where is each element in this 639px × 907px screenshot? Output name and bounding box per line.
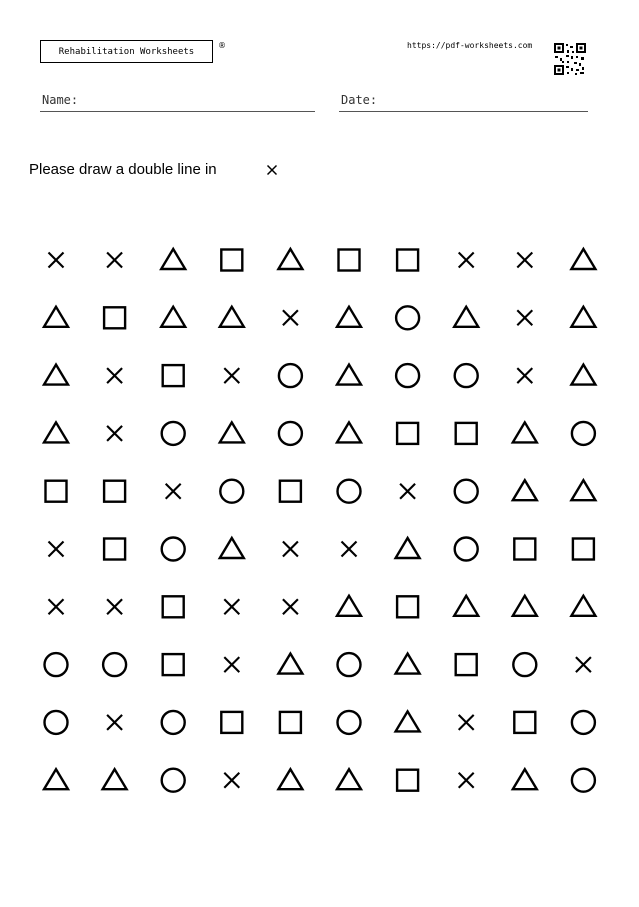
circle-symbol[interactable] <box>162 422 185 445</box>
triangle-symbol[interactable] <box>513 596 537 616</box>
cross-symbol[interactable] <box>49 599 64 614</box>
square-symbol[interactable] <box>397 250 418 271</box>
date-label: Date: <box>341 93 378 107</box>
triangle-symbol[interactable] <box>571 480 595 500</box>
circle-symbol[interactable] <box>220 480 243 503</box>
cross-symbol[interactable] <box>224 599 239 614</box>
square-symbol[interactable] <box>163 365 184 386</box>
triangle-symbol[interactable] <box>513 769 537 789</box>
circle-symbol[interactable] <box>338 653 361 676</box>
square-symbol[interactable] <box>573 539 594 560</box>
circle-symbol[interactable] <box>279 422 302 445</box>
triangle-symbol[interactable] <box>454 307 478 327</box>
triangle-symbol[interactable] <box>571 249 595 269</box>
triangle-symbol[interactable] <box>513 480 537 500</box>
square-symbol[interactable] <box>221 712 242 733</box>
circle-symbol[interactable] <box>162 538 185 561</box>
cross-symbol[interactable] <box>459 715 474 730</box>
worksheet-title: Rehabilitation Worksheets <box>40 40 213 63</box>
circle-symbol[interactable] <box>279 364 302 387</box>
triangle-symbol[interactable] <box>103 769 127 789</box>
triangle-symbol[interactable] <box>396 711 420 731</box>
square-symbol[interactable] <box>280 481 301 502</box>
square-symbol[interactable] <box>221 250 242 271</box>
cross-symbol[interactable] <box>107 253 122 268</box>
square-symbol[interactable] <box>514 712 535 733</box>
cross-symbol[interactable] <box>224 657 239 672</box>
square-symbol[interactable] <box>456 423 477 444</box>
cross-symbol[interactable] <box>576 657 591 672</box>
triangle-symbol[interactable] <box>396 654 420 674</box>
cross-symbol[interactable] <box>107 715 122 730</box>
triangle-symbol[interactable] <box>454 596 478 616</box>
circle-symbol[interactable] <box>338 480 361 503</box>
square-symbol[interactable] <box>104 539 125 560</box>
triangle-symbol[interactable] <box>220 422 244 442</box>
square-symbol[interactable] <box>163 654 184 675</box>
circle-symbol[interactable] <box>513 653 536 676</box>
cross-symbol[interactable] <box>107 368 122 383</box>
triangle-symbol[interactable] <box>337 365 361 385</box>
triangle-symbol[interactable] <box>571 307 595 327</box>
cross-symbol[interactable] <box>283 310 298 325</box>
triangle-symbol[interactable] <box>44 365 68 385</box>
square-symbol[interactable] <box>397 770 418 791</box>
cross-symbol[interactable] <box>400 484 415 499</box>
circle-symbol[interactable] <box>455 480 478 503</box>
cross-symbol[interactable] <box>49 253 64 268</box>
cross-symbol[interactable] <box>342 542 357 557</box>
square-symbol[interactable] <box>397 423 418 444</box>
cross-symbol[interactable] <box>517 368 532 383</box>
triangle-symbol[interactable] <box>44 769 68 789</box>
circle-symbol[interactable] <box>396 364 419 387</box>
triangle-symbol[interactable] <box>396 538 420 558</box>
cross-symbol[interactable] <box>224 368 239 383</box>
triangle-symbol[interactable] <box>571 596 595 616</box>
square-symbol[interactable] <box>104 307 125 328</box>
triangle-symbol[interactable] <box>161 249 185 269</box>
circle-symbol[interactable] <box>396 306 419 329</box>
site-url[interactable]: https://pdf-worksheets.com <box>407 41 533 50</box>
circle-symbol[interactable] <box>45 711 68 734</box>
triangle-symbol[interactable] <box>220 538 244 558</box>
triangle-symbol[interactable] <box>44 307 68 327</box>
cross-symbol[interactable] <box>166 484 181 499</box>
cross-symbol[interactable] <box>224 773 239 788</box>
square-symbol[interactable] <box>280 712 301 733</box>
registered-mark: ® <box>218 41 226 50</box>
circle-symbol[interactable] <box>455 538 478 561</box>
square-symbol[interactable] <box>104 481 125 502</box>
cross-symbol[interactable] <box>459 773 474 788</box>
triangle-symbol[interactable] <box>337 596 361 616</box>
cross-symbol[interactable] <box>517 310 532 325</box>
circle-symbol[interactable] <box>572 422 595 445</box>
triangle-symbol[interactable] <box>278 654 302 674</box>
square-symbol[interactable] <box>514 539 535 560</box>
square-symbol[interactable] <box>397 596 418 617</box>
circle-symbol[interactable] <box>572 769 595 792</box>
square-symbol[interactable] <box>456 654 477 675</box>
circle-symbol[interactable] <box>162 769 185 792</box>
cross-symbol[interactable] <box>107 599 122 614</box>
triangle-symbol[interactable] <box>220 307 244 327</box>
instruction-text: Please draw a double line in <box>29 161 217 178</box>
triangle-symbol[interactable] <box>337 307 361 327</box>
triangle-symbol[interactable] <box>337 422 361 442</box>
circle-symbol[interactable] <box>162 711 185 734</box>
circle-symbol[interactable] <box>338 711 361 734</box>
circle-symbol[interactable] <box>572 711 595 734</box>
cross-symbol[interactable] <box>283 542 298 557</box>
square-symbol[interactable] <box>163 596 184 617</box>
cross-symbol[interactable] <box>459 253 474 268</box>
triangle-symbol[interactable] <box>278 769 302 789</box>
cross-symbol[interactable] <box>517 253 532 268</box>
square-symbol[interactable] <box>339 250 360 271</box>
cross-symbol[interactable] <box>107 426 122 441</box>
cross-symbol[interactable] <box>283 599 298 614</box>
triangle-symbol[interactable] <box>44 422 68 442</box>
circle-symbol[interactable] <box>455 364 478 387</box>
circle-symbol[interactable] <box>45 653 68 676</box>
cross-symbol[interactable] <box>49 542 64 557</box>
triangle-symbol[interactable] <box>337 769 361 789</box>
triangle-symbol[interactable] <box>161 307 185 327</box>
name-label: Name: <box>42 93 79 107</box>
triangle-symbol[interactable] <box>278 249 302 269</box>
circle-symbol[interactable] <box>103 653 126 676</box>
triangle-symbol[interactable] <box>571 365 595 385</box>
triangle-symbol[interactable] <box>513 422 537 442</box>
square-symbol[interactable] <box>46 481 67 502</box>
